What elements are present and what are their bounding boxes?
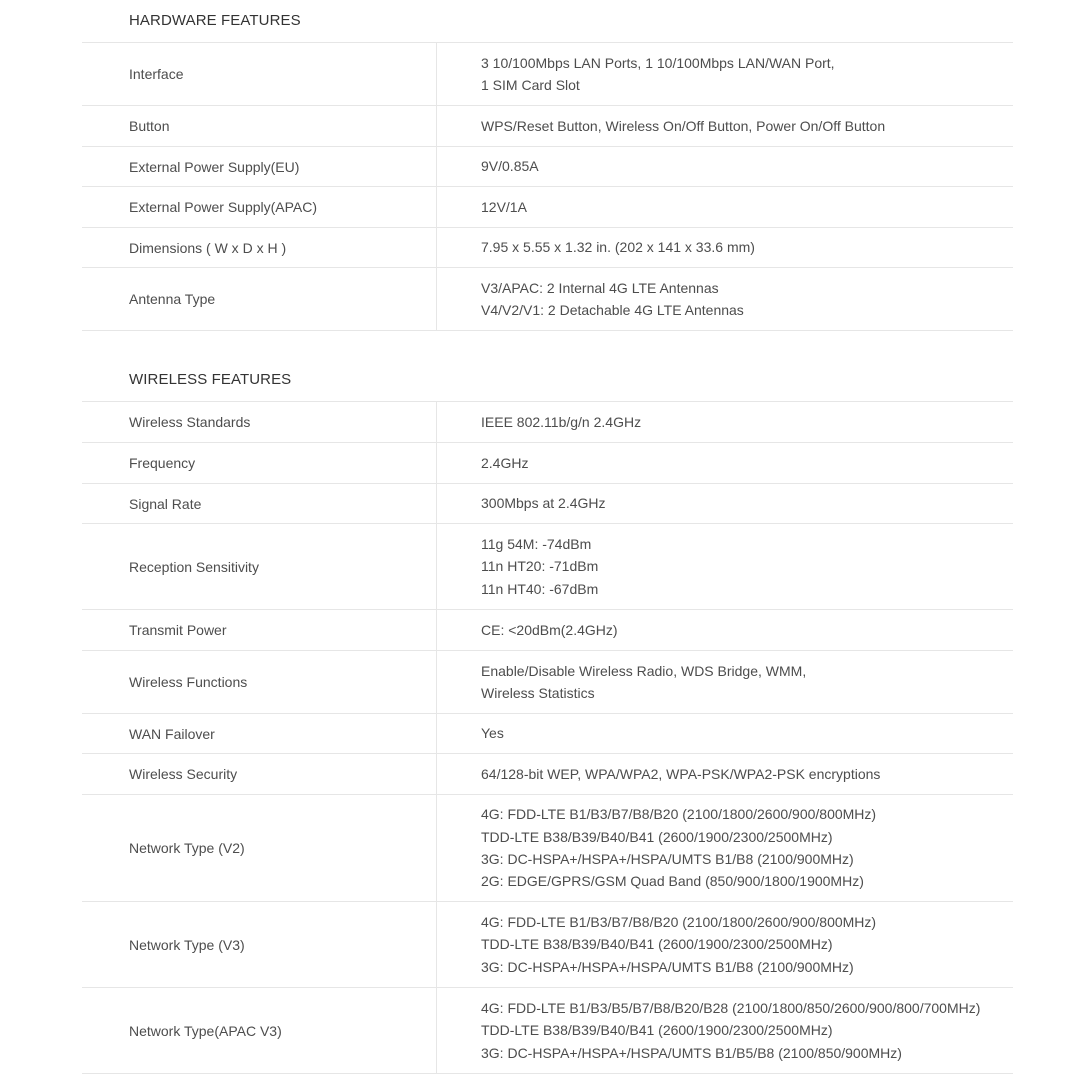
spec-row [82, 524, 1013, 610]
spec-value-line: 4G: FDD-LTE B1/B3/B7/B8/B20 (2100/1800/2600/900/800MHz) [481, 913, 877, 930]
spec-value [437, 106, 1013, 146]
spec-label: Wireless Security [82, 754, 437, 794]
spec-value [437, 43, 1013, 105]
spec-label: WAN Failover [82, 714, 437, 753]
spec-value [437, 902, 1013, 987]
spec-value [437, 795, 1013, 901]
spec-value [437, 147, 1013, 186]
spec-value-line: TDD-LTE B38/B39/B40/B41 (2600/1900/2300/2500MHz) [481, 936, 833, 953]
spec-row [82, 795, 1013, 902]
spec-value [437, 268, 1013, 330]
spec-row [82, 147, 1013, 187]
spec-value [437, 754, 1013, 794]
spec-label: Network Type (V3) [82, 902, 437, 987]
spec-value-line: CE: <20dBm(2.4GHz) [481, 621, 618, 638]
spec-row [82, 443, 1013, 484]
spec-label: Frequency [82, 443, 437, 483]
spec-value-line: 4G: FDD-LTE B1/B3/B7/B8/B20 (2100/1800/2600/900/800MHz) [481, 806, 877, 823]
spec-value-line: 3G: DC-HSPA+/HSPA+/HSPA/UMTS B1/B8 (2100/900MHz) [481, 958, 854, 975]
spec-row [82, 754, 1013, 795]
hardware-features-table [82, 42, 1013, 331]
spec-sheet [82, 0, 1013, 1074]
spec-value-line: V4/V2/V1: 2 Detachable 4G LTE Antennas [481, 302, 744, 318]
spec-value-line: 11n HT40: -67dBm [481, 580, 599, 597]
spec-value-line: TDD-LTE B38/B39/B40/B41 (2600/1900/2300/2500MHz) [481, 1022, 833, 1039]
spec-row [82, 268, 1013, 331]
spec-value-line: Yes [481, 725, 504, 742]
spec-value-line: 11n HT20: -71dBm [481, 558, 599, 575]
spec-row [82, 610, 1013, 651]
spec-value-line: 12V/1A [481, 198, 527, 215]
spec-row [82, 402, 1013, 443]
spec-row [82, 106, 1013, 147]
spec-label: Reception Sensitivity [82, 524, 437, 609]
spec-value-line: 2.4GHz [481, 454, 529, 471]
spec-value-line: 3G: DC-HSPA+/HSPA+/HSPA/UMTS B1/B5/B8 (2100/850/900MHz) [481, 1044, 902, 1061]
spec-value [437, 524, 1013, 609]
spec-value [437, 443, 1013, 483]
spec-value [437, 187, 1013, 227]
spec-value-line: 9V/0.85A [481, 158, 539, 175]
spec-value-line: 3 10/100Mbps LAN Ports, 1 10/100Mbps LAN/WAN Port, [481, 54, 835, 71]
spec-label: Transmit Power [82, 610, 437, 650]
spec-row [82, 187, 1013, 228]
spec-value-line: Enable/Disable Wireless Radio, WDS Bridge, WMM, [481, 662, 807, 679]
spec-value-line: 2G: EDGE/GPRS/GSM Quad Band (850/900/1800/1900MHz) [481, 873, 864, 890]
spec-value [437, 988, 1013, 1073]
spec-label: Dimensions ( W x D x H ) [82, 228, 437, 267]
spec-label: Interface [82, 43, 437, 105]
spec-value [437, 484, 1013, 523]
spec-value [437, 228, 1013, 267]
spec-value-line: 1 SIM Card Slot [481, 77, 580, 93]
spec-value [437, 402, 1013, 442]
spec-value-line: Wireless Statistics [481, 685, 595, 701]
spec-row [82, 651, 1013, 714]
spec-value-line: 3G: DC-HSPA+/HSPA+/HSPA/UMTS B1/B8 (2100/900MHz) [481, 851, 854, 867]
spec-value [437, 651, 1013, 713]
spec-value-line: 4G: FDD-LTE B1/B3/B5/B7/B8/B20/B28 (2100/1800/850/2600/900/800/700MHz) [481, 999, 981, 1016]
spec-row [82, 228, 1013, 268]
spec-value-line: 7.95 x 5.55 x 1.32 in. (202 x 141 x 33.6 mm) [481, 239, 755, 256]
spec-row [82, 43, 1013, 106]
spec-label: External Power Supply(EU) [82, 147, 437, 186]
spec-value [437, 714, 1013, 753]
section-title-wireless: WIRELESS FEATURES [129, 371, 292, 388]
spec-label: Antenna Type [82, 268, 437, 330]
spec-value-line: V3/APAC: 2 Internal 4G LTE Antennas [481, 279, 719, 296]
spec-label: External Power Supply(APAC) [82, 187, 437, 227]
spec-row [82, 484, 1013, 524]
spec-label: Button [82, 106, 437, 146]
spec-value-line: 64/128-bit WEP, WPA/WPA2, WPA-PSK/WPA2-PSK encryptions [481, 765, 881, 782]
spec-label: Wireless Functions [82, 651, 437, 713]
spec-value-line: 11g 54M: -74dBm [481, 535, 592, 552]
section-title-hardware: HARDWARE FEATURES [129, 12, 301, 29]
spec-row [82, 988, 1013, 1074]
spec-label: Wireless Standards [82, 402, 437, 442]
spec-label: Network Type(APAC V3) [82, 988, 437, 1073]
spec-value-line: WPS/Reset Button, Wireless On/Off Button, Power On/Off Button [481, 117, 886, 134]
wireless-features-table [82, 401, 1013, 1074]
spec-row [82, 714, 1013, 754]
spec-value-line: IEEE 802.11b/g/n 2.4GHz [481, 413, 642, 430]
spec-row [82, 902, 1013, 988]
spec-value-line: TDD-LTE B38/B39/B40/B41 (2600/1900/2300/2500MHz) [481, 828, 833, 845]
spec-value [437, 610, 1013, 650]
spec-label: Network Type (V2) [82, 795, 437, 901]
spec-label: Signal Rate [82, 484, 437, 523]
spec-value-line: 300Mbps at 2.4GHz [481, 495, 606, 512]
